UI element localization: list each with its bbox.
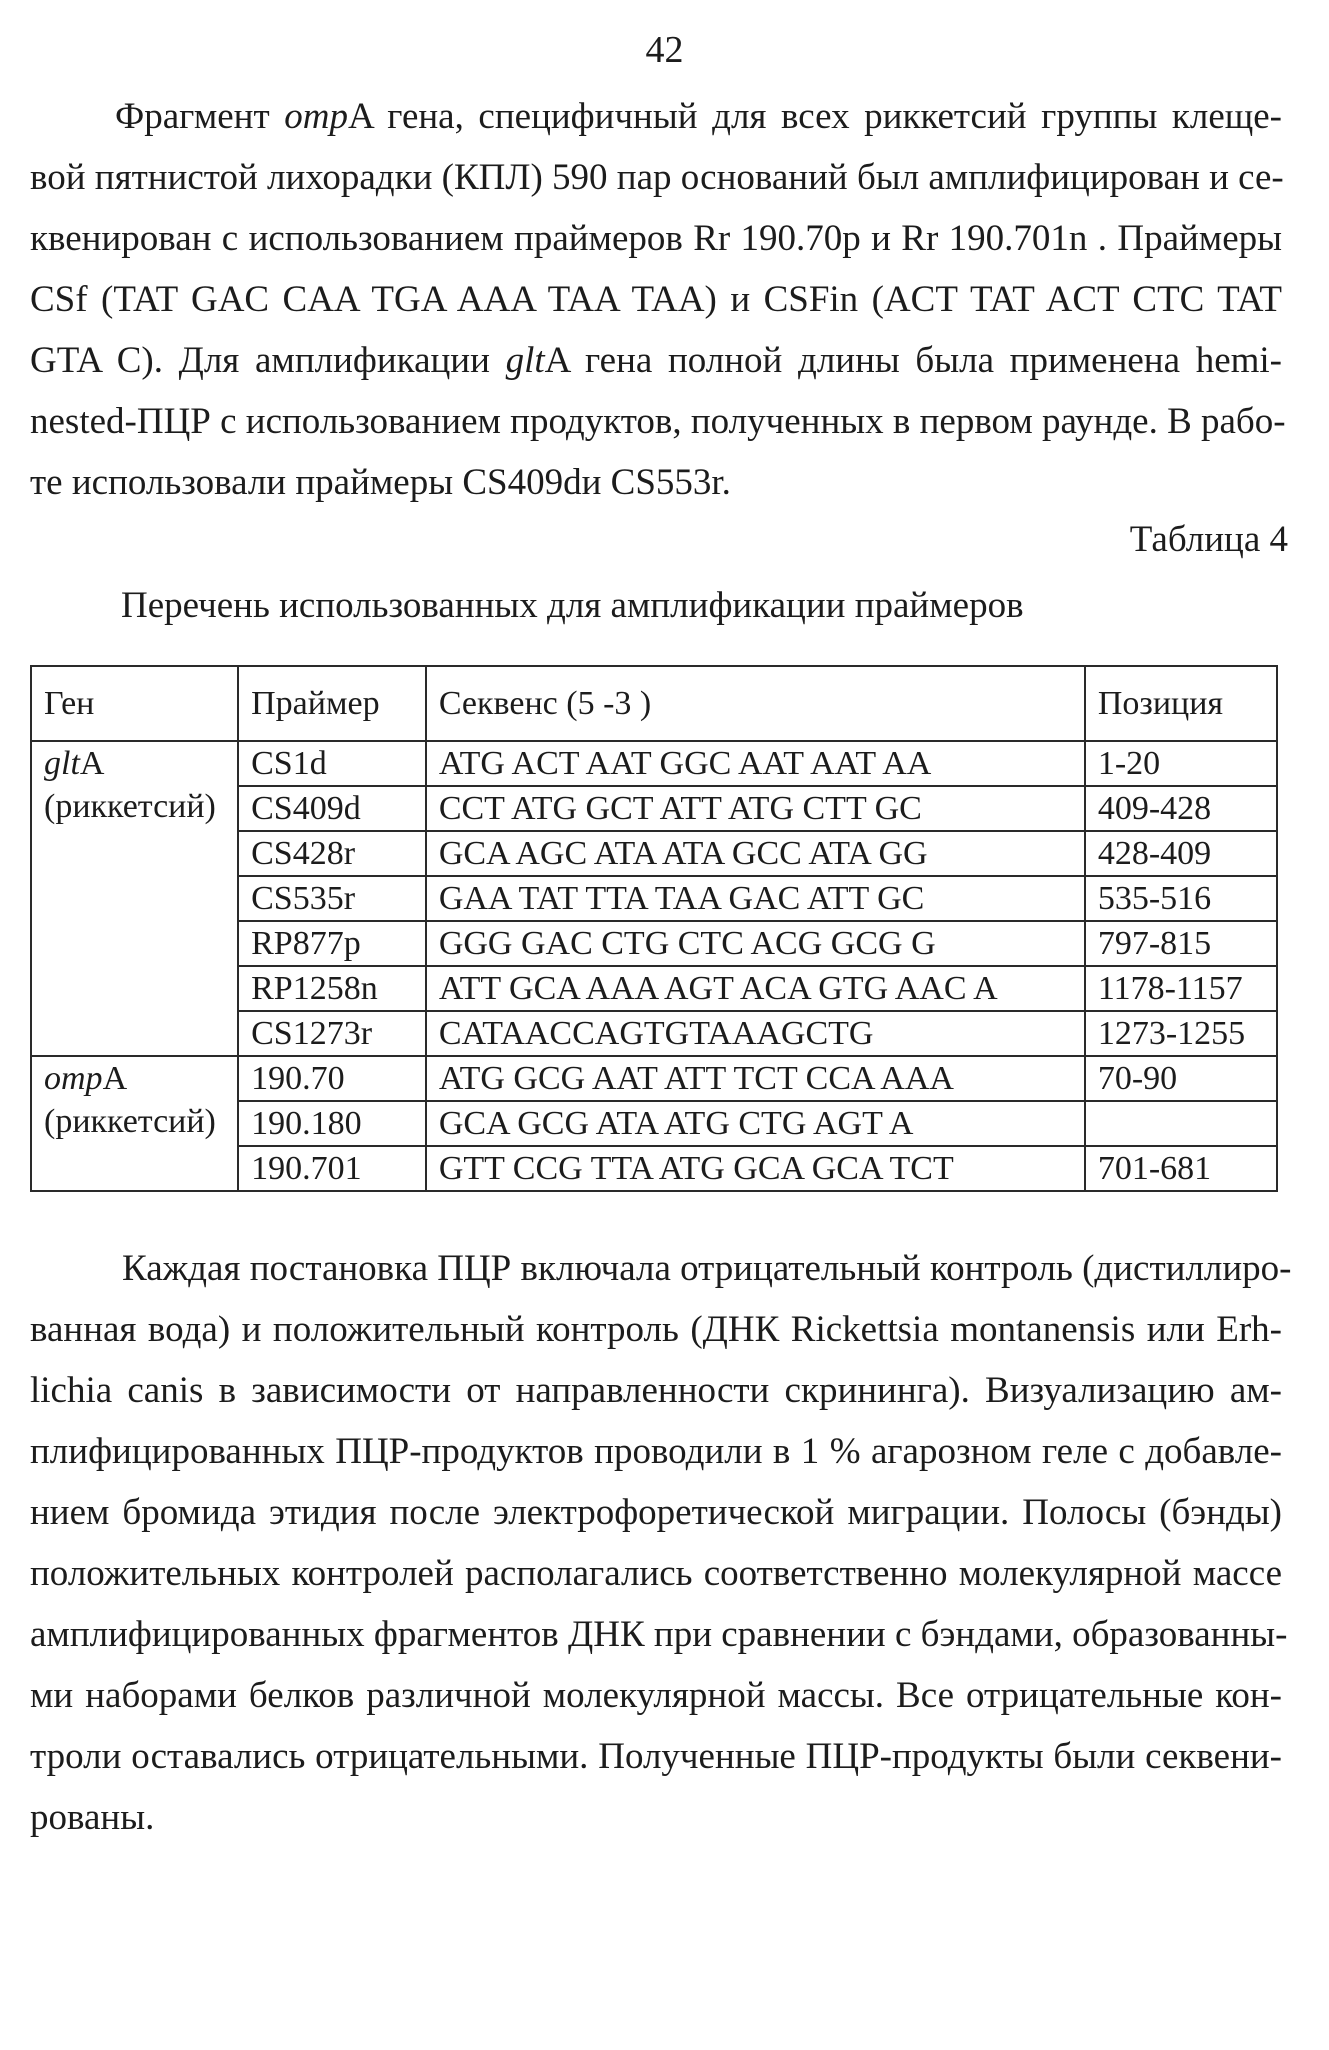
text-line: Фрагмент ompA гена, специфичный для всех риккетсий группы клеще- — [115, 96, 1282, 137]
page-number: 42 — [645, 29, 684, 71]
header-gene: Ген — [31, 666, 238, 741]
text-line: те использовали праймеры CS409dи CS553r. — [30, 462, 731, 503]
position-cell: 1273-1255 — [1085, 1011, 1277, 1056]
text-line: GTA C). Для амплификации gltA гена полной длины была применена hemi- — [30, 340, 1282, 381]
table-caption: Перечень использованных для амплификации праймеров — [121, 585, 1024, 626]
text-line: троли оставались отрицательными. Полученные ПЦР-продукты были секвени- — [30, 1736, 1282, 1777]
position-cell: 797-815 — [1085, 921, 1277, 966]
position-cell: 535-516 — [1085, 876, 1277, 921]
primer-cell: CS409d — [238, 786, 426, 831]
position-cell: 428-409 — [1085, 831, 1277, 876]
text-line: Каждая постановка ПЦР включала отрицательный контроль (дистиллиро- — [122, 1248, 1292, 1289]
table-row — [31, 1056, 1277, 1101]
sequence-cell: GCA GCG ATA ATG CTG AGT A — [426, 1101, 1085, 1146]
text-line: lichia canis в зависимости от направленности скрининга). Визуализацию ам- — [30, 1370, 1282, 1411]
sequence-cell: ATG ACT AAT GGC AAT AAT AA — [426, 741, 1085, 786]
sequence-cell: ATT GCA AAA AGT ACA GTG AAC A — [426, 966, 1085, 1011]
sequence-cell: GAA TAT TTA TAA GAC ATT GC — [426, 876, 1085, 921]
primer-cell: 190.180 — [238, 1101, 426, 1146]
text-line: ванная вода) и положительный контроль (ДНК Rickettsia montanensis или Erh- — [30, 1309, 1282, 1350]
outro-paragraph — [30, 1238, 1292, 1848]
primer-cell: RP1258n — [238, 966, 426, 1011]
sequence-cell: GCA AGC ATA ATA GCC ATA GG — [426, 831, 1085, 876]
primer-cell: CS1d — [238, 741, 426, 786]
text-line: амплифицированных фрагментов ДНК при сравнении с бэндами, образованны- — [30, 1614, 1288, 1655]
sequence-cell: CATAACCAGTGTAAAGCTG — [426, 1011, 1085, 1056]
table-row — [31, 741, 1277, 786]
gene-name: omp — [284, 96, 348, 137]
position-cell — [1085, 1101, 1277, 1146]
text-line: ми наборами белков различной молекулярной массы. Все отрицательные кон- — [30, 1675, 1282, 1716]
text-line: CSf (TAT GAC CAA TGA AAA TAA TAA) и CSFin (ACT TAT ACT CTC TAT — [30, 279, 1282, 320]
header-position: Позиция — [1085, 666, 1277, 741]
text-line: положительных контролей располагались соответственно молекулярной массе — [30, 1553, 1282, 1594]
text-line: плифицированных ПЦР-продуктов проводили в 1 % агарозном геле с добавле- — [30, 1431, 1282, 1472]
position-cell: 1-20 — [1085, 741, 1277, 786]
text-line: nested-ПЦР с использованием продуктов, полученных в первом раунде. В рабо- — [30, 401, 1286, 442]
primer-cell: CS428r — [238, 831, 426, 876]
primer-cell: CS535r — [238, 876, 426, 921]
text-line: рованы. — [30, 1797, 155, 1838]
intro-paragraph — [30, 86, 1286, 513]
position-cell: 70-90 — [1085, 1056, 1277, 1101]
table-body — [31, 741, 1277, 1191]
sequence-cell: CCT ATG GCT ATT ATG CTT GC — [426, 786, 1085, 831]
sequence-cell: GGG GAC CTG CTC ACG GCG G — [426, 921, 1085, 966]
gene-cell: gltA (риккетсий) — [31, 741, 238, 1056]
header-primer: Праймер — [238, 666, 426, 741]
primer-cell: 190.701 — [238, 1146, 426, 1191]
header-sequence: Секвенс (5 -3 ) — [426, 666, 1085, 741]
sequence-cell: ATG GCG AAT ATT TCT CCA AAA — [426, 1056, 1085, 1101]
table-label: Таблица 4 — [1129, 519, 1288, 560]
text-line: нием бромида этидия после электрофоретической миграции. Полосы (бэнды) — [30, 1492, 1282, 1533]
position-cell: 1178-1157 — [1085, 966, 1277, 1011]
position-cell: 701-681 — [1085, 1146, 1277, 1191]
primer-cell: RP877p — [238, 921, 426, 966]
position-cell: 409-428 — [1085, 786, 1277, 831]
primer-cell: CS1273r — [238, 1011, 426, 1056]
text-line: квенирован с использованием праймеров Rr 190.70p и Rr 190.701n . Праймеры — [30, 218, 1282, 259]
primer-cell: 190.70 — [238, 1056, 426, 1101]
text-line: вой пятнистой лихорадки (КПЛ) 590 пар оснований был амплифицирован и се- — [30, 157, 1284, 198]
table-header-row — [31, 666, 1277, 741]
gene-cell: ompA (риккетсий) — [31, 1056, 238, 1191]
sequence-cell: GTT CCG TTA ATG GCA GCA TCT — [426, 1146, 1085, 1191]
gene-name: glt — [505, 340, 545, 381]
primer-table — [30, 665, 1278, 1192]
